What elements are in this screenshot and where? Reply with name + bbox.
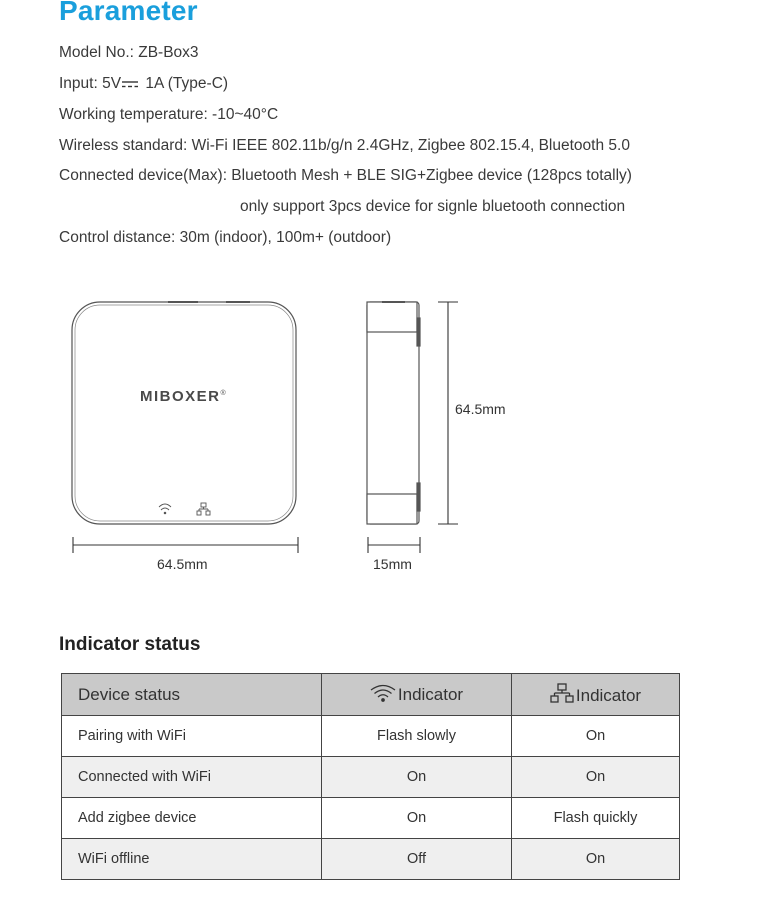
brand-name: MIBOXER bbox=[140, 388, 221, 405]
depth-dimension bbox=[368, 537, 420, 553]
brand-logo bbox=[140, 388, 227, 405]
cell-wifi-indicator: Off bbox=[322, 839, 512, 880]
spec-input-prefix: Input: 5V bbox=[59, 75, 122, 92]
cell-wifi-indicator: On bbox=[322, 798, 512, 839]
table-row bbox=[62, 798, 680, 839]
side-height-label: 64.5mm bbox=[455, 401, 506, 417]
spec-input-suffix: 1A (Type-C) bbox=[145, 75, 229, 92]
cell-network-indicator: On bbox=[512, 716, 680, 757]
network-icon bbox=[550, 683, 574, 703]
spec-connected: Connected device(Max): Bluetooth Mesh + BLE SIG+Zigbee device (128pcs totally) bbox=[59, 167, 632, 184]
width-dimension bbox=[73, 537, 298, 553]
spec-model: Model No.: ZB-Box3 bbox=[59, 44, 199, 61]
cell-network-indicator: On bbox=[512, 839, 680, 880]
dc-symbol-icon bbox=[122, 80, 138, 88]
front-width-label: 64.5mm bbox=[157, 556, 208, 572]
spec-connected-note: only support 3pcs device for signle bluetooth connection bbox=[240, 198, 626, 215]
spec-input bbox=[59, 75, 228, 93]
spec-control-distance: Control distance: 30m (indoor), 100m+ (outdoor) bbox=[59, 229, 392, 246]
header-network-indicator bbox=[512, 674, 680, 716]
table-row bbox=[62, 716, 680, 757]
header-device-status: Device status bbox=[62, 674, 322, 716]
cell-device-status: WiFi offline bbox=[62, 839, 322, 880]
network-led-icon bbox=[197, 503, 210, 515]
spec-working-temp: Working temperature: -10~40°C bbox=[59, 106, 279, 123]
brand-registered-mark: ® bbox=[220, 390, 228, 397]
page-title: Parameter bbox=[59, 0, 198, 26]
side-view bbox=[367, 302, 420, 524]
spec-wireless: Wireless standard: Wi-Fi IEEE 802.11b/g/n 2.4GHz, Zigbee 802.15.4, Bluetooth 5.0 bbox=[59, 137, 630, 154]
header-network-indicator-label: Indicator bbox=[575, 686, 642, 705]
cell-network-indicator: Flash quickly bbox=[512, 798, 680, 839]
front-view bbox=[72, 302, 296, 524]
wifi-icon bbox=[370, 684, 396, 702]
table-header-row bbox=[62, 674, 680, 716]
header-wifi-indicator bbox=[322, 674, 512, 716]
cell-wifi-indicator: On bbox=[322, 757, 512, 798]
cell-device-status: Pairing with WiFi bbox=[62, 716, 322, 757]
cell-device-status: Add zigbee device bbox=[62, 798, 322, 839]
table-row bbox=[62, 839, 680, 880]
header-wifi-indicator-label: Indicator bbox=[397, 685, 464, 704]
table-row bbox=[62, 757, 680, 798]
cell-network-indicator: On bbox=[512, 757, 680, 798]
cell-wifi-indicator: Flash slowly bbox=[322, 716, 512, 757]
wifi-led-icon bbox=[159, 504, 171, 514]
side-depth-label: 15mm bbox=[373, 556, 412, 572]
cell-device-status: Connected with WiFi bbox=[62, 757, 322, 798]
indicator-section-title: Indicator status bbox=[59, 634, 201, 655]
indicator-status-table bbox=[61, 673, 680, 880]
